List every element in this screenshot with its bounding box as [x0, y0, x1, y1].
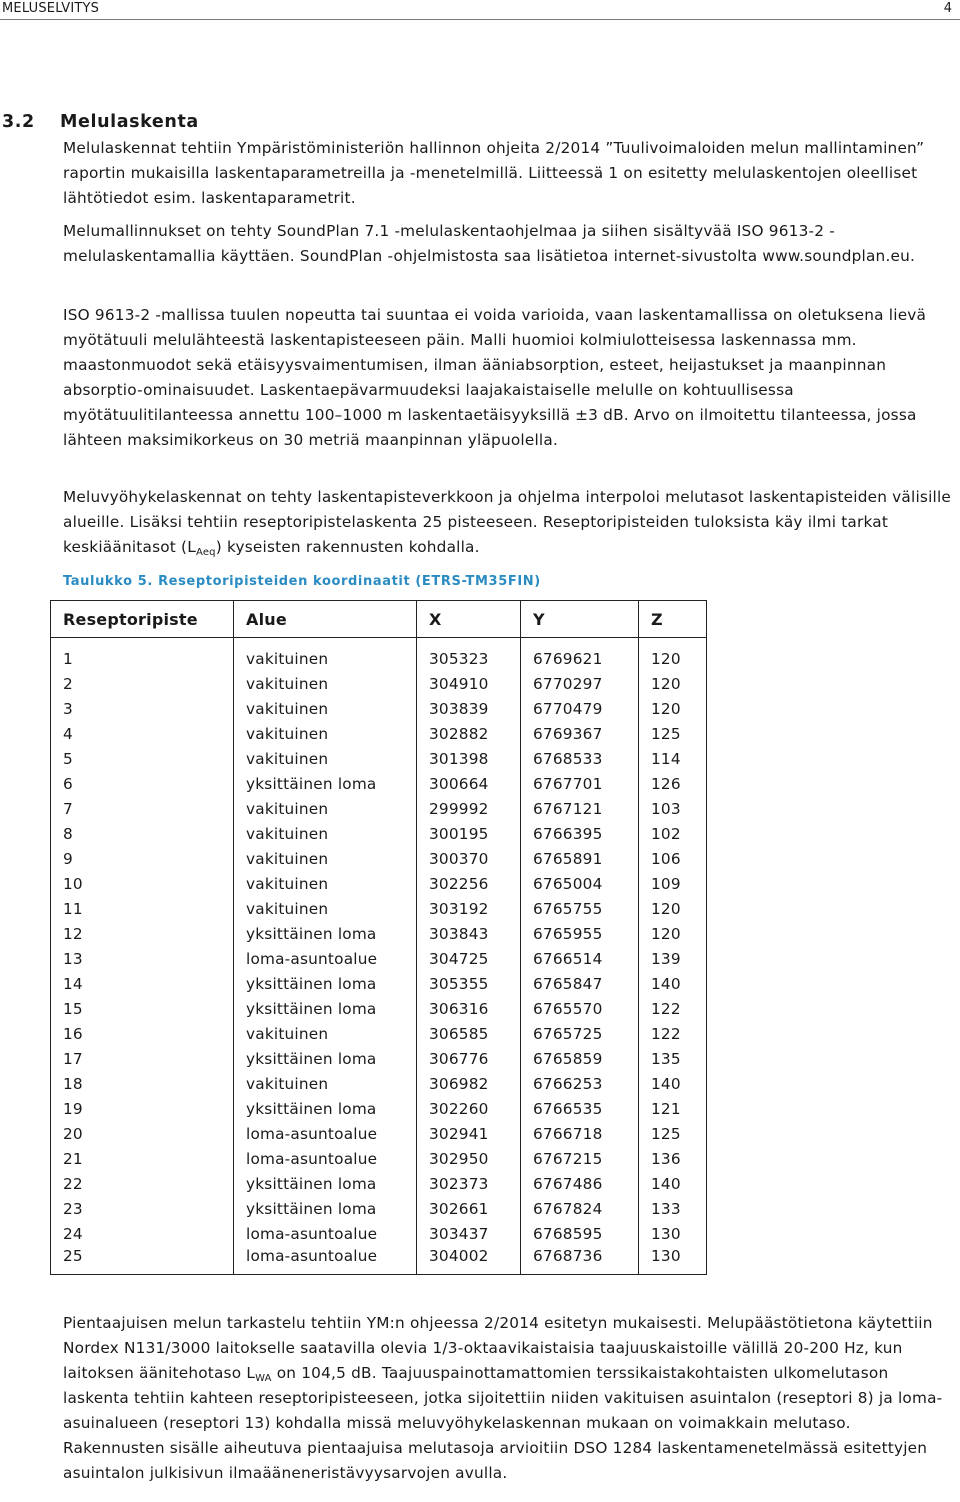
cell-x: 302941 — [417, 1121, 521, 1146]
page-header — [0, 0, 960, 20]
cell-z: 130 — [639, 1246, 707, 1275]
cell-receptor: 5 — [51, 746, 234, 771]
cell-area: loma-asuntoalue — [234, 1221, 417, 1246]
cell-x: 303843 — [417, 921, 521, 946]
cell-y: 6769621 — [521, 646, 639, 671]
table-row — [51, 721, 707, 746]
spacer-cell — [521, 638, 639, 647]
cell-y: 6767701 — [521, 771, 639, 796]
cell-z: 130 — [639, 1221, 707, 1246]
cell-x: 300664 — [417, 771, 521, 796]
table-row — [51, 1046, 707, 1071]
cell-area: vakituinen — [234, 871, 417, 896]
spacer-cell — [51, 638, 234, 647]
column-header-receptor: Reseptoripiste — [51, 601, 234, 638]
section-title: Melulaskenta — [60, 112, 199, 132]
cell-y: 6768595 — [521, 1221, 639, 1246]
table-row — [51, 1071, 707, 1096]
cell-receptor: 1 — [51, 646, 234, 671]
cell-x: 305355 — [417, 971, 521, 996]
cell-z: 133 — [639, 1196, 707, 1221]
cell-z: 135 — [639, 1046, 707, 1071]
cell-z: 121 — [639, 1096, 707, 1121]
table-row — [51, 971, 707, 996]
cell-z: 126 — [639, 771, 707, 796]
cell-z: 122 — [639, 1021, 707, 1046]
paragraph-soundplan-end: . — [910, 247, 916, 265]
cell-y: 6770297 — [521, 671, 639, 696]
cell-x: 304002 — [417, 1246, 521, 1275]
column-header-y: Y — [521, 601, 639, 638]
cell-y: 6765004 — [521, 871, 639, 896]
paragraph-intro: Melulaskennat tehtiin Ympäristöministeriön hallinnon ohjeita 2/2014 ”Tuulivoimaloiden melun mallintaminen” raportin mukaisilla laskentaparametreilla ja -menetelmillä. Liitteessä 1 on esitetty melulaskentojen oleelliset lähtötiedot esim. laskentaparametrit. — [63, 139, 925, 207]
cell-receptor: 18 — [51, 1071, 234, 1096]
cell-area: yksittäinen loma — [234, 1046, 417, 1071]
table-row — [51, 1221, 707, 1246]
cell-z: 120 — [639, 671, 707, 696]
cell-receptor: 12 — [51, 921, 234, 946]
cell-x: 301398 — [417, 746, 521, 771]
cell-y: 6765847 — [521, 971, 639, 996]
table-caption-text: Reseptoripisteiden koordinaatit (ETRS-TM35FIN) — [158, 574, 541, 589]
cell-receptor: 23 — [51, 1196, 234, 1221]
cell-y: 6765725 — [521, 1021, 639, 1046]
section-number: 3.2 — [2, 112, 35, 132]
section-heading — [0, 112, 199, 132]
table-row — [51, 746, 707, 771]
cell-x: 302882 — [417, 721, 521, 746]
cell-x: 306982 — [417, 1071, 521, 1096]
cell-receptor: 8 — [51, 821, 234, 846]
cell-z: 120 — [639, 921, 707, 946]
cell-z: 139 — [639, 946, 707, 971]
cell-x: 302373 — [417, 1171, 521, 1196]
cell-receptor: 15 — [51, 996, 234, 1021]
cell-z: 102 — [639, 821, 707, 846]
cell-x: 306776 — [417, 1046, 521, 1071]
page-number: 4 — [943, 1, 952, 16]
table-row — [51, 821, 707, 846]
cell-receptor: 11 — [51, 896, 234, 921]
cell-z: 122 — [639, 996, 707, 1021]
cell-receptor: 16 — [51, 1021, 234, 1046]
paragraph-low-frequency-text-end: on 104,5 dB. Taajuuspainottamattomien terssikaistakohtaisten ulkomelutason laskenta tehtiin kahteen reseptoripisteeseen, jotka sijoitettiin niiden vakituisen asuintalon (reseptori 8) ja loma-asuinalueen (reseptori 13) kohdalla missä meluvyöhykelaskennan mukaan on voimakkain melutaso. Rakennusten sisälle aiheutuva pientaajuisa melutasoja arvioitiin DSO 1284 laskentamenetelmässä esitettyjen asuintalon julkisivun ilmaääneneristävyysarvojen avulla. — [63, 1364, 943, 1482]
cell-receptor: 22 — [51, 1171, 234, 1196]
laeq-subscript: Aeq — [195, 547, 216, 558]
table-row — [51, 946, 707, 971]
cell-z: 120 — [639, 696, 707, 721]
cell-x: 300195 — [417, 821, 521, 846]
cell-y: 6766253 — [521, 1071, 639, 1096]
spacer-cell — [417, 638, 521, 647]
table-row — [51, 921, 707, 946]
table-header-row — [51, 601, 707, 638]
table-row — [51, 996, 707, 1021]
cell-area: vakituinen — [234, 671, 417, 696]
table-row — [51, 1121, 707, 1146]
table-row — [51, 1096, 707, 1121]
cell-z: 120 — [639, 646, 707, 671]
cell-receptor: 2 — [51, 671, 234, 696]
table-caption-label: Taulukko 5. — [63, 574, 153, 589]
cell-x: 305323 — [417, 646, 521, 671]
cell-area: vakituinen — [234, 896, 417, 921]
cell-y: 6770479 — [521, 696, 639, 721]
cell-y: 6766395 — [521, 821, 639, 846]
paragraph-low-frequency-text: Pientaajuisen melun tarkastelu tehtiin YM:n ohjeessa 2/2014 esitetyn mukaisesti. Melupäästötietona käytettiin Nordex N131/3000 laitokselle saatavilla olevia 1/3-oktaavikaistaisia taajuuskaistoille välillä 20-200 Hz, kun laitoksen äänitehotaso L — [63, 1314, 933, 1382]
cell-z: 120 — [639, 896, 707, 921]
table-row — [51, 1171, 707, 1196]
cell-receptor: 10 — [51, 871, 234, 896]
cell-area: vakituinen — [234, 846, 417, 871]
table-body — [51, 638, 707, 1275]
paragraph-soundplan — [63, 219, 955, 269]
cell-z: 109 — [639, 871, 707, 896]
table-row — [51, 696, 707, 721]
cell-x: 302950 — [417, 1146, 521, 1171]
cell-receptor: 17 — [51, 1046, 234, 1071]
cell-x: 300370 — [417, 846, 521, 871]
cell-y: 6767824 — [521, 1196, 639, 1221]
cell-area: vakituinen — [234, 696, 417, 721]
cell-x: 304910 — [417, 671, 521, 696]
cell-area: loma-asuntoalue — [234, 946, 417, 971]
cell-area: vakituinen — [234, 746, 417, 771]
cell-area: yksittäinen loma — [234, 996, 417, 1021]
cell-area: vakituinen — [234, 721, 417, 746]
cell-z: 136 — [639, 1146, 707, 1171]
table-row — [51, 771, 707, 796]
cell-x: 302260 — [417, 1096, 521, 1121]
table-row — [51, 1146, 707, 1171]
cell-y: 6768533 — [521, 746, 639, 771]
cell-area: loma-asuntoalue — [234, 1246, 417, 1275]
column-header-x: X — [417, 601, 521, 638]
cell-area: vakituinen — [234, 1021, 417, 1046]
cell-y: 6766514 — [521, 946, 639, 971]
cell-z: 125 — [639, 1121, 707, 1146]
cell-receptor: 25 — [51, 1246, 234, 1275]
cell-z: 114 — [639, 746, 707, 771]
cell-area: vakituinen — [234, 1071, 417, 1096]
table-spacer-row — [51, 638, 707, 647]
cell-x: 299992 — [417, 796, 521, 821]
table-row — [51, 871, 707, 896]
cell-z: 140 — [639, 1171, 707, 1196]
cell-receptor: 7 — [51, 796, 234, 821]
cell-area: vakituinen — [234, 646, 417, 671]
cell-x: 302661 — [417, 1196, 521, 1221]
cell-area: loma-asuntoalue — [234, 1146, 417, 1171]
cell-receptor: 13 — [51, 946, 234, 971]
cell-x: 303192 — [417, 896, 521, 921]
cell-receptor: 21 — [51, 1146, 234, 1171]
cell-receptor: 6 — [51, 771, 234, 796]
cell-receptor: 9 — [51, 846, 234, 871]
paragraph-zone-text: Meluvyöhykelaskennat on tehty laskentapisteverkkoon ja ohjelma interpoloi melutasot laskentapisteiden välisille alueille. Lisäksi tehtiin reseptoripistelaskenta 25 pisteeseen. Reseptoripisteiden tuloksista käy ilmi tarkat keskiäänitasot (L — [63, 488, 952, 556]
cell-y: 6765755 — [521, 896, 639, 921]
table-row — [51, 671, 707, 696]
table-caption — [63, 574, 541, 589]
cell-area: loma-asuntoalue — [234, 1121, 417, 1146]
cell-area: yksittäinen loma — [234, 921, 417, 946]
column-header-z: Z — [639, 601, 707, 638]
receptor-table — [50, 600, 707, 1275]
cell-z: 140 — [639, 971, 707, 996]
table-row — [51, 1196, 707, 1221]
cell-area: yksittäinen loma — [234, 1096, 417, 1121]
cell-y: 6766718 — [521, 1121, 639, 1146]
table-row — [51, 896, 707, 921]
cell-receptor: 20 — [51, 1121, 234, 1146]
cell-y: 6765570 — [521, 996, 639, 1021]
paragraph-iso-model: ISO 9613-2 -mallissa tuulen nopeutta tai suuntaa ei voida varioida, vaan laskentamallissa on oletuksena lievä myötätuuli melulähteestä laskentapisteeseen päin. Malli huomioi kolmiulotteisessa laskennassa mm. maastonmuodot sekä etäisyysvaimentumisen, ilman ääniabsorption, esteet, heijastukset ja maanpinnan absorptio-ominaisuudet. Laskentaepävarmuudeksi laajakaistaiselle melulle on kohtuullisessa myötätuulitilanteessa annettu 100–1000 m laskentaetäisyyksillä ±3 dB. Arvo on ilmoitettu tilanteessa, jossa lähteen maksimikorkeus on 30 metriä maanpinnan yläpuolella. — [63, 306, 927, 449]
table-row — [51, 646, 707, 671]
cell-y: 6768736 — [521, 1246, 639, 1275]
cell-receptor: 19 — [51, 1096, 234, 1121]
cell-z: 103 — [639, 796, 707, 821]
cell-z: 140 — [639, 1071, 707, 1096]
document-title: MELUSELVITYS — [2, 1, 100, 16]
cell-area: yksittäinen loma — [234, 1171, 417, 1196]
soundplan-link[interactable]: www.soundplan.eu — [762, 247, 911, 265]
paragraph-low-frequency — [63, 1311, 955, 1486]
cell-area: vakituinen — [234, 796, 417, 821]
table-row — [51, 1021, 707, 1046]
cell-y: 6766535 — [521, 1096, 639, 1121]
cell-area: yksittäinen loma — [234, 1196, 417, 1221]
table-row — [51, 846, 707, 871]
cell-z: 106 — [639, 846, 707, 871]
cell-y: 6765859 — [521, 1046, 639, 1071]
cell-x: 302256 — [417, 871, 521, 896]
cell-y: 6769367 — [521, 721, 639, 746]
cell-x: 306585 — [417, 1021, 521, 1046]
cell-x: 304725 — [417, 946, 521, 971]
cell-x: 306316 — [417, 996, 521, 1021]
cell-x: 303437 — [417, 1221, 521, 1246]
paragraph-zone-calculation — [63, 485, 955, 560]
cell-receptor: 14 — [51, 971, 234, 996]
cell-y: 6765955 — [521, 921, 639, 946]
cell-area: yksittäinen loma — [234, 771, 417, 796]
cell-y: 6767215 — [521, 1146, 639, 1171]
spacer-cell — [234, 638, 417, 647]
table-row — [51, 796, 707, 821]
cell-x: 303839 — [417, 696, 521, 721]
cell-z: 125 — [639, 721, 707, 746]
cell-y: 6767121 — [521, 796, 639, 821]
spacer-cell — [639, 638, 707, 647]
cell-receptor: 4 — [51, 721, 234, 746]
column-header-area: Alue — [234, 601, 417, 638]
cell-receptor: 3 — [51, 696, 234, 721]
cell-area: vakituinen — [234, 821, 417, 846]
lwa-subscript: WA — [255, 1373, 272, 1384]
paragraph-soundplan-text: Melumallinnukset on tehty SoundPlan 7.1 -melulaskentaohjelmaa ja siihen sisältyvää ISO 9613-2 -melulaskentamallia käyttäen. SoundPlan -ohjelmistosta saa lisätietoa internet-sivustolta — [63, 222, 835, 265]
cell-y: 6765891 — [521, 846, 639, 871]
paragraph-zone-text-end: ) kyseisten rakennusten kohdalla. — [215, 538, 480, 556]
table-row — [51, 1246, 707, 1275]
cell-area: yksittäinen loma — [234, 971, 417, 996]
cell-receptor: 24 — [51, 1221, 234, 1246]
cell-y: 6767486 — [521, 1171, 639, 1196]
